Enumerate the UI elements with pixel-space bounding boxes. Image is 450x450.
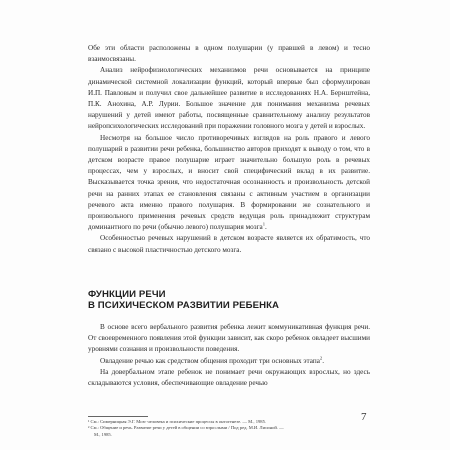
paragraph-hemispheres [88, 133, 370, 234]
section-heading [88, 289, 370, 311]
paragraph-preverbal-stage: На довербальном этапе ребенок не понимает речи окружающих взрослых, но здесь складываются условия, обеспечивающие овладение речью [88, 367, 370, 388]
paragraph-hemispheres-text: Несмотря на большое число противоречивых взглядов на роль правого и левого полушарий в развитии речи ребенка, большинство авторов приходят к выводу о том, что в детском возрасте правое полушарие играет значительно большую роль в речевых процессах, чем у взрослых, и вносит свой специфический вклад в их развитие. Высказывается точка зрения, что недостаточная осознанность и произвольность детской речи на ранних этапах ее становления связаны с активным участием в организации речевого акта именно правого полушария. В формировании же сознательного и произвольного применения речевых средств ведущая роль принадлежит структурам доминантного по речи (обычно левого) полушария мозга [88, 133, 370, 232]
body-text-bottom [88, 322, 370, 389]
paragraph-neurophysiology: Анализ нейрофизиологических механизмов речи основывается на принципе динамической системной локализации функций, который впервые был сформулирован И.П. Павловым и получил свое дальнейшее развитие в исследованиях Н.А. Бернштейна, П.К. Анохина, А.Р. Лурии. Большое значение для понимания механизма речевых нарушений у детей имеют работы, посвященные сравнительному анализу результатов нейропсихологических исследований при поражении головного мозга у детей и взрослых. [88, 66, 370, 131]
paragraph-stages-end: . [322, 356, 324, 365]
footnote-ref-1: 1 [262, 221, 266, 227]
footnote-1: ¹ См.: Симерницкая Э.Г. Мозг человека и психические процессы в онтогенезе. — М., 1985. [88, 419, 267, 424]
paragraph-stages [88, 356, 370, 367]
footnotes [88, 419, 370, 438]
footnote-divider [88, 416, 148, 417]
paragraph-intro: Обе эти области расположены в одном полушарии (у правшей в левом) и тесно взаимосвязаны. [88, 44, 370, 64]
paragraph-communicative-function: В основе всего вербального развития ребенка лежит коммуникативная функция речи. От своевременного появления этой функции зависит, как скоро ребенок овладеет высшими уровнями сознания и произвольности поведения. [88, 323, 370, 354]
footnote-2: ² См.: Общение и речь. Развитие речи у детей в общении со взрослыми / Под ред. М.И. Лисиной. — [88, 425, 284, 431]
paragraph-reversibility: Особенностью речевых нарушений в детском возрасте является их обратимость, что связано с высокой пластичностью детского мозга. [88, 234, 370, 254]
section-heading-line1: ФУНКЦИИ РЕЧИ [88, 289, 166, 300]
paragraph-stages-text: Овладение речью как средством общения проходит три основных этапа [100, 356, 320, 365]
page-number: 7 [361, 411, 367, 423]
footnote-2-continuation: М., 1985. [94, 431, 112, 437]
footnote-ref-2: 2 [319, 355, 323, 361]
paragraph-hemispheres-end: . [265, 223, 267, 232]
body-text-top [88, 43, 370, 256]
section-heading-line2: В ПСИХИЧЕСКОМ РАЗВИТИИ РЕБЕНКА [88, 300, 280, 311]
